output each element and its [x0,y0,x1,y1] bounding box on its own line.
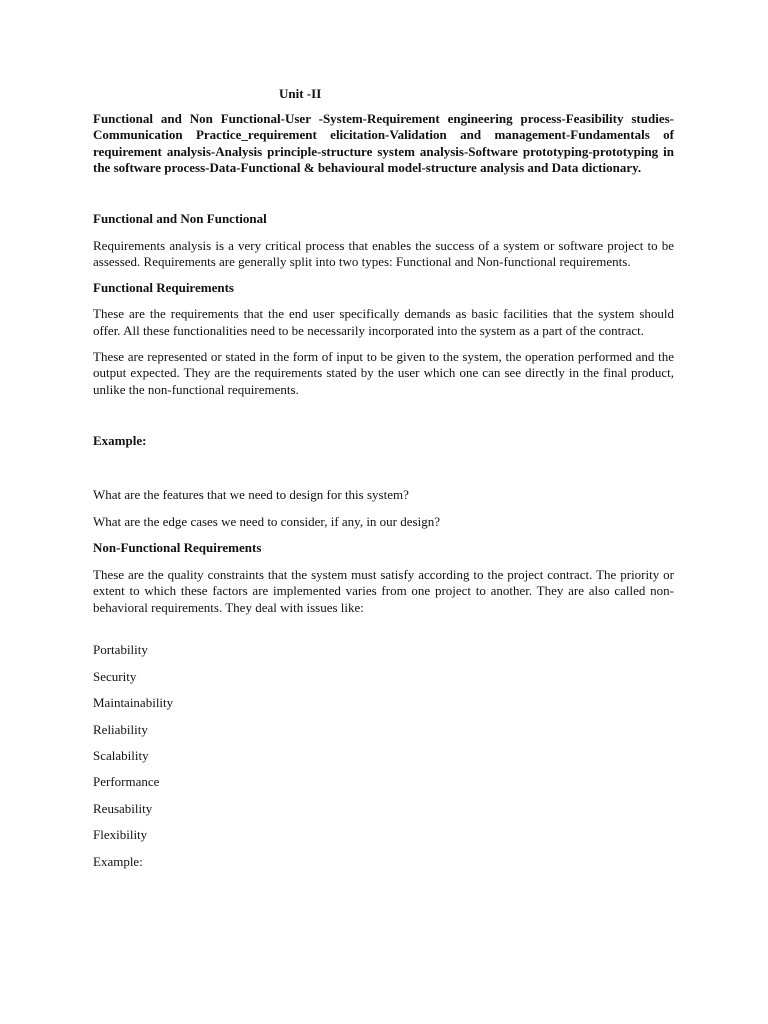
heading-functional-requirements: Functional Requirements [93,279,234,295]
list-item: Flexibility [93,827,148,843]
list-item: Portability [93,642,148,658]
list-item: Performance [93,774,160,790]
paragraph-functional-2: These are represented or stated in the form of input to be given to the system, the operation performed and the output expected. They are the requirements stated by the user which one can see directly in the final product, unlike the non-functional requirements. [93,348,674,397]
syllabus-summary: Functional and Non Functional-User -System-Requirement engineering process-Feasibility studies-Communication Practice_requirement elicitation-Validation and management-Fundamentals of requirement analysis-Analysis principle-structure system analysis-Software prototyping-prototyping in the software process-Data-Functional & behavioural model-structure analysis and Data dictionary. [93,110,674,176]
example-questions [93,487,674,530]
non-functional-list [93,642,674,870]
paragraph-functional-1: These are the requirements that the end user specifically demands as basic facilities that the system should offer. All these functionalities need to be necessarily incorporated into the system as a part of the contract. [93,306,674,338]
list-item: Scalability [93,748,149,764]
list-item: Example: [93,853,143,869]
paragraph-requirements-analysis: Requirements analysis is a very critical process that enables the success of a system or software project to be assessed. Requirements are generally split into two types: Functional and Non-functional requirements. [93,237,674,270]
list-item: Security [93,668,137,684]
list-item: Maintainability [93,695,174,711]
example-heading: Example: [93,433,147,449]
list-item: Reusability [93,800,153,816]
heading-functional-and-non-functional: Functional and Non Functional [93,210,267,226]
question-features: What are the features that we need to design for this system? [93,486,409,502]
heading-non-functional-requirements: Non-Functional Requirements [93,540,262,556]
paragraph-non-functional: These are the quality constraints that the system must satisfy according to the project contract. The priority or extent to which these factors are implemented varies from one project to another. They are also called non-behavioral requirements. They deal with issues like: [93,566,674,615]
unit-title: Unit -II [279,86,322,101]
list-item: Reliability [93,721,148,737]
document-page [93,86,674,880]
question-edge-cases: What are the edge cases we need to consider, if any, in our design? [93,513,440,529]
